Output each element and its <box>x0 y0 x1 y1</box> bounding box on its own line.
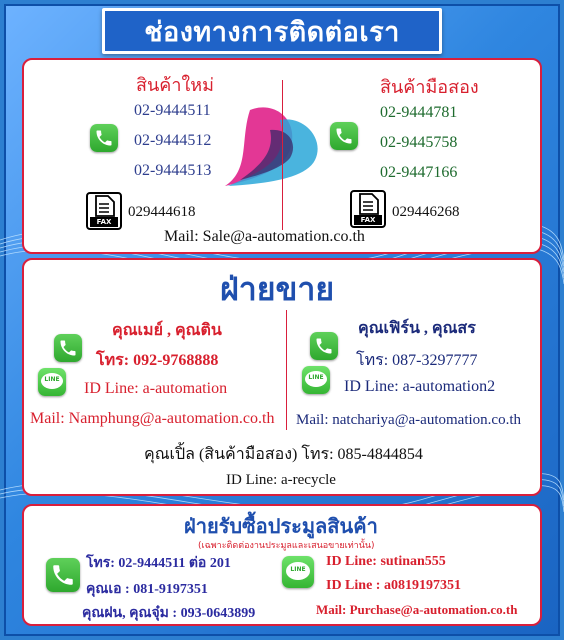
contact-panel <box>22 58 542 254</box>
page-title: ช่องทางการติดต่อเรา <box>144 16 400 48</box>
fax-icon-label: FAX <box>96 218 112 226</box>
sales-divider <box>286 310 287 430</box>
used-products-heading: สินค้ามือสอง <box>380 77 479 97</box>
line-icon-label: LINE <box>290 566 306 573</box>
sales-right-line[interactable]: ID Line: a-automation2 <box>344 378 496 395</box>
new-fax-number: 029444618 <box>128 204 196 220</box>
line-icon-label: LINE <box>308 374 324 381</box>
title-bar <box>102 8 442 54</box>
phone-icon <box>310 332 338 360</box>
auction-line-1[interactable]: ID Line: sutinan555 <box>326 554 446 569</box>
auction-mail[interactable]: Mail: Purchase@a-automation.co.th <box>316 602 518 617</box>
recycle-line[interactable]: ID Line: a-recycle <box>226 472 336 488</box>
new-products-heading: สินค้าใหม่ <box>136 75 214 95</box>
auction-line-2[interactable]: ID Line : a0819197351 <box>326 578 461 593</box>
line-icon-label: LINE <box>44 376 60 383</box>
auction-heading: ฝ่ายรับซื้อประมูลสินค้า <box>184 514 378 538</box>
phone-icon <box>54 334 82 362</box>
auction-mobile[interactable]: คุณเอ : 081-9197351 <box>86 582 208 597</box>
line-icon <box>38 368 66 396</box>
auction-panel <box>22 504 542 626</box>
phone-icon <box>90 124 118 152</box>
sales-left-mail[interactable]: Mail: Namphung@a-automation.co.th <box>30 410 275 427</box>
used-phone-1[interactable]: 02-9444781 <box>380 104 458 121</box>
used-phone-3[interactable]: 02-9447166 <box>380 164 458 181</box>
auction-note: (เฉพาะติดต่องานประมูลและเสนอขายเท่านั้น) <box>198 541 375 551</box>
phone-icon <box>330 122 358 150</box>
sales-panel <box>22 258 542 496</box>
phone-icon <box>46 558 80 592</box>
logo-icon <box>220 100 340 190</box>
recycle-contact[interactable]: คุณเปิ้ล (สินค้ามือสอง) โทร: 085-4844854 <box>144 446 423 463</box>
sales-heading: ฝ่ายขาย <box>220 270 335 308</box>
sale-mail[interactable]: Mail: Sale@a-automation.co.th <box>164 228 365 245</box>
new-phone-2[interactable]: 02-9444512 <box>134 132 212 149</box>
sales-left-line[interactable]: ID Line: a-automation <box>84 380 228 397</box>
sales-left-phone[interactable]: โทร: 092-9768888 <box>96 352 219 369</box>
sales-right-phone[interactable]: โทร: 087-3297777 <box>356 352 478 369</box>
fax-icon <box>86 192 122 230</box>
fax-icon-label: FAX <box>360 216 376 224</box>
auction-phone[interactable]: โทร: 02-9444511 ต่อ 201 <box>86 556 231 571</box>
new-phone-1[interactable]: 02-9444511 <box>134 102 211 119</box>
new-phone-3[interactable]: 02-9444513 <box>134 162 212 179</box>
auction-mobile-2[interactable]: คุณฝน, คุณจุ๋ม : 093-0643899 <box>82 606 256 621</box>
fax-icon <box>350 190 386 228</box>
used-fax-number: 029446268 <box>392 204 460 220</box>
used-phone-2[interactable]: 02-9445758 <box>380 134 458 151</box>
sales-right-names: คุณเฟิร์น , คุณสร <box>358 320 476 337</box>
line-icon <box>302 366 330 394</box>
sales-left-names: คุณเมย์ , คุณติน <box>112 322 222 339</box>
sales-right-mail[interactable]: Mail: natchariya@a-automation.co.th <box>296 412 521 428</box>
line-icon <box>282 556 314 588</box>
contact-divider <box>282 80 283 230</box>
